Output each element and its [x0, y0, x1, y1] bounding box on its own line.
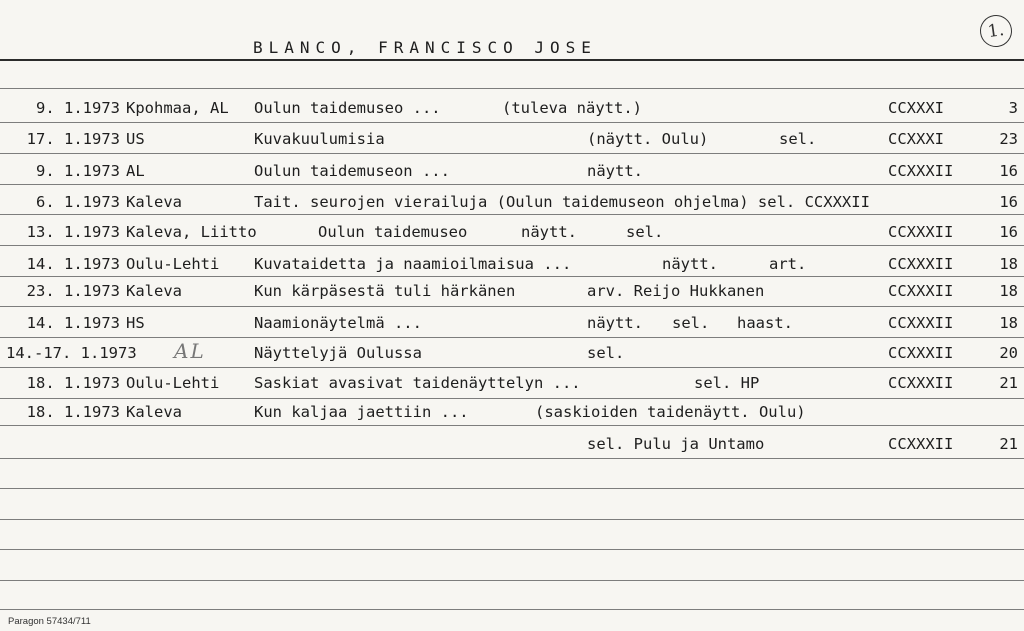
entry-note: näytt. [521, 223, 577, 241]
entry-note-secondary: sel. [672, 314, 710, 332]
entry-title: Kun kärpäsestä tuli härkänen [254, 282, 516, 300]
rule [0, 122, 1024, 123]
entry-date: 9. 1.1973 [36, 162, 120, 180]
printer-footer: Paragon 57434/711 [8, 616, 91, 627]
entry-title: Näyttelyjä Oulussa [254, 344, 422, 362]
entry-volume: CCXXXII [888, 162, 954, 180]
rule [0, 398, 1024, 399]
entry-source: Kpohmaa, AL [126, 99, 229, 117]
rule [0, 59, 1024, 61]
rule [0, 276, 1024, 277]
rule [0, 214, 1024, 215]
rule [0, 306, 1024, 307]
entry-source: Kaleva, Liitto [126, 223, 257, 241]
entry-date: 17. 1.1973 [26, 130, 120, 148]
entry-page: 18 [999, 255, 1018, 273]
entry-volume: CCXXXI [888, 99, 944, 117]
entry-page: 21 [999, 435, 1018, 453]
entry-volume: CCXXXI [888, 130, 944, 148]
card-number-circle: 1. [978, 13, 1014, 49]
entry-page: 16 [999, 193, 1018, 211]
entry-note: (tuleva näytt.) [502, 99, 642, 117]
entry-source: Oulu-Lehti [126, 374, 220, 392]
entry-volume: CCXXXII [888, 344, 954, 362]
handwritten-note: AL [174, 339, 206, 363]
entry-page: 3 [1008, 99, 1018, 117]
entry-note: näytt. [662, 255, 718, 273]
entry-note: (näytt. Oulu) [587, 130, 709, 148]
rule [0, 337, 1024, 338]
entry-title: Oulun taidemuseon ... [254, 162, 450, 180]
entry-page: 18 [999, 314, 1018, 332]
entry-volume: CCXXXII [888, 314, 954, 332]
entry-page: 18 [999, 282, 1018, 300]
entry-source: Kaleva [126, 403, 182, 421]
entry-note-secondary: sel. [779, 130, 817, 148]
entry-page: 23 [999, 130, 1018, 148]
entry-title: Oulun taidemuseo ... [254, 99, 441, 117]
entry-volume: CCXXXII [888, 435, 954, 453]
rule [0, 153, 1024, 154]
rule [0, 609, 1024, 610]
entry-date: 13. 1.1973 [26, 223, 120, 241]
entry-note-secondary: sel. [626, 223, 664, 241]
entry-note: sel. Pulu ja Untamo [587, 435, 765, 453]
rule [0, 458, 1024, 459]
entry-date: 23. 1.1973 [26, 282, 120, 300]
entry-page: 20 [999, 344, 1018, 362]
entry-source: Kaleva [126, 282, 182, 300]
entry-date: 9. 1.1973 [36, 99, 120, 117]
entry-page: 16 [999, 223, 1018, 241]
entry-volume: CCXXXII [888, 282, 954, 300]
entry-note-tertiary: haast. [737, 314, 793, 332]
entry-source: HS [126, 314, 145, 332]
entry-date: 14. 1.1973 [26, 255, 120, 273]
entry-note: sel. HP [694, 374, 760, 392]
entry-note: sel. [587, 344, 625, 362]
card-heading: BLANCO, FRANCISCO JOSE [253, 38, 597, 57]
entry-volume: CCXXXII [888, 374, 954, 392]
entry-title: Kuvakuulumisia [254, 130, 385, 148]
entry-note: näytt. [587, 314, 643, 332]
rule [0, 549, 1024, 550]
entry-date: 14.-17. 1.1973 [6, 344, 137, 362]
entry-date: 18. 1.1973 [26, 374, 120, 392]
rule [0, 245, 1024, 246]
rule [0, 184, 1024, 185]
entry-title: Oulun taidemuseo [318, 223, 468, 241]
entry-note: arv. Reijo Hukkanen [587, 282, 765, 300]
entry-page: 21 [999, 374, 1018, 392]
entry-source: Kaleva [126, 193, 182, 211]
entry-date: 6. 1.1973 [36, 193, 120, 211]
entry-page: 16 [999, 162, 1018, 180]
rule [0, 580, 1024, 581]
entry-title: Saskiat avasivat taidenäyttelyn ... [254, 374, 581, 392]
entry-date: 18. 1.1973 [26, 403, 120, 421]
entry-title: Kun kaljaa jaettiin ... [254, 403, 469, 421]
rule [0, 425, 1024, 426]
entry-note-secondary: art. [769, 255, 807, 273]
rule [0, 519, 1024, 520]
rule [0, 488, 1024, 489]
entry-title: Kuvataidetta ja naamioilmaisua ... [254, 255, 572, 273]
entry-volume: CCXXXII [888, 255, 954, 273]
entry-note: näytt. [587, 162, 643, 180]
entry-note: (saskioiden taidenäytt. Oulu) [535, 403, 806, 421]
entry-volume: CCXXXII [888, 223, 954, 241]
entry-source: AL [126, 162, 145, 180]
entry-source: Oulu-Lehti [126, 255, 220, 273]
entry-source: US [126, 130, 145, 148]
rule [0, 88, 1024, 89]
rule [0, 367, 1024, 368]
entry-title: Naamionäytelmä ... [254, 314, 422, 332]
entry-date: 14. 1.1973 [26, 314, 120, 332]
entry-title: Tait. seurojen vierailuja (Oulun taidemuseon ohjelma) sel. CCXXXII [254, 193, 870, 211]
